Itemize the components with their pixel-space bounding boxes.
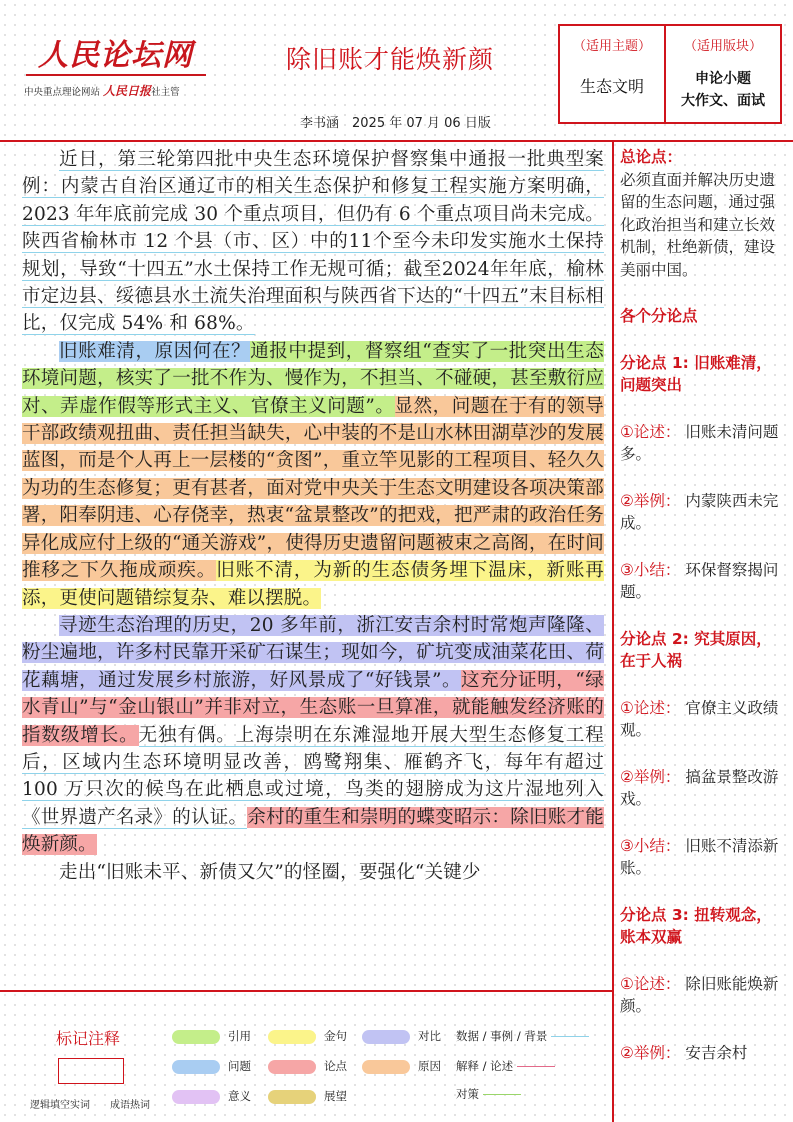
paragraph-1-text: 近日，第三轮第四批中央生态环境保护督察集中通报一批典型案例：内蒙古自治区通辽市的相关生态保护和修复工程实施方案明确，2023 年年底前完成 30 个重点项目，但仍有 6 个重点项目尚未完成。陕西省榆林市 12 个县（市、区）中的11个至今未印发实施水土保持规划，导致“十四五”水土保持工作无规可循；截至2024年年底，榆林市定边县、绥德县水土流失治理面积与陕西省下达的“十四五”末目标相比，仅完成 54% 和 68%。 [22,149,604,335]
legend-line-measure [456,1086,521,1102]
sub-arguments-head: 各个分论点 [620,307,698,325]
header-divider [0,140,793,142]
point-1-item-1 [620,421,786,466]
point-1-item-2-text: 内蒙陕西未完成。 [620,491,779,532]
legend-pill [172,1060,220,1074]
general-argument [620,146,786,281]
legend-line-sample [551,1036,589,1037]
paragraph-3 [22,612,604,859]
quote-highlight: 通报中提到，督察组“查实了一批突出生态环境问题，核实了一批不作为、慢作为，不担当、不碰硬，甚至敷衍应对、弄虚作假等形式主义、官僚主义问题”。 [22,340,604,417]
legend-line-explain [456,1058,555,1074]
point-3-item-2-text: 安吉余村 [685,1043,748,1062]
point-2-item-3-label: ③小结： [620,836,681,855]
legend-pill [172,1030,220,1044]
point-2-item-2-text: 搞盆景整改游戏。 [620,767,779,808]
point-1-item-1-text: 旧账未清问题多。 [620,422,779,463]
page-title: 除旧账才能焕新颜 [285,45,494,74]
legend-divider [0,990,612,992]
logo-text: 人民论坛网 [38,38,193,73]
legend [0,994,612,1122]
legend-line-label: 解释 / 论述 [456,1059,514,1073]
legend-item-contrast [362,1028,441,1044]
theme-tag-box [558,24,666,124]
legend-title: 标记注释 [56,1029,121,1048]
legend-item-cause [362,1058,441,1074]
logo-subtitle [24,82,180,99]
legend-pill [268,1060,316,1074]
section-tag-box [664,24,782,124]
header [0,0,793,140]
point-3-item-2-label: ②举例： [620,1043,681,1062]
point-2-title: 分论点 2: 究其原因，在于人祸 [620,629,772,670]
section-tag-head: （适用版块） [683,39,762,54]
paragraph-1 [22,146,604,338]
general-argument-head: 总论点： [620,148,683,166]
theme-tag-head: （适用主题） [572,39,651,54]
point-3-title: 分论点 3: 扭转观念，账本双赢 [620,905,772,946]
point-2-item-3 [620,835,786,880]
legend-line-data [456,1028,589,1044]
legend-line-sample [517,1066,555,1067]
point-2-item-2 [620,766,786,811]
point-3-item-1-text: 除旧账能焕新颜。 [620,974,779,1015]
cause-highlight: 显然，问题在于有的领导干部政绩观扭曲、责任担当缺失，心中装的不是山水林田湖草沙的发展蓝图，而是个人再上一层楼的“贪图”，重立竿见影的工程项目、轻久久为功的生态修复；更有甚者，面对党中央关于生态文明建设各项决策部署，阳奉阴违、心存侥幸，热衷“盆景整改”的把戏，把严肃的政治任务异化成应付上级的“通关游戏”，使得历史遗留问题被束之高阁，在时间推移之下久拖成顽疾。 [22,395,604,582]
legend-blank-box [58,1058,124,1084]
legend-item-label: 论点 [324,1059,347,1073]
legend-item-label: 问题 [228,1059,251,1073]
legend-note-vocab: 逻辑填空实词 [30,1100,90,1111]
point-2-item-3-text: 旧账不清添新账。 [620,836,779,877]
point-2-item-1-text: 官僚主义政绩观。 [620,698,779,739]
point-1-item-3-text: 环保督察揭问题。 [620,560,779,601]
legend-item-label: 引用 [228,1029,251,1043]
example-underline: 无独有偶。上海崇明在东滩湿地开展大型生态修复工程后，区域内生态环境明显改善，鸥鹭翔集、雁鹤齐飞，每年有超过 100 万只次的候鸟在此栖息或过境，鸟类的翅膀成为这片湿地列入《世界遗产名录》的认证。 [22,724,604,828]
point-1-item-3 [620,559,786,604]
legend-pill [268,1030,316,1044]
legend-item-label: 意义 [228,1089,251,1103]
legend-pill [172,1090,220,1104]
point-1-item-3-label: ③小结： [620,560,681,579]
logo-sub-suffix: 社主管 [151,87,180,98]
legend-line-sample [483,1094,521,1095]
legend-item-label: 原因 [418,1059,441,1073]
legend-item-quote [172,1028,251,1044]
paragraph-4 [22,859,604,886]
legend-note-idiom: 成语热词 [110,1100,150,1111]
legend-item-problem [172,1058,251,1074]
point-1-item-2 [620,490,786,535]
section-tag-line1: 申论小题 [695,71,751,87]
sidebar-divider [612,142,614,1122]
point-2-item-1-label: ①论述： [620,698,681,717]
sidebar [620,146,786,1088]
problem-highlight: 旧账难清，原因何在？ [59,340,251,362]
golden-sentence-highlight: 旧账不清，为新的生态债务埋下温床，新账再添，更使问题错综复杂、难以摆脱。 [22,560,604,609]
legend-pill [362,1030,410,1044]
legend-pill [362,1060,410,1074]
paragraph-4-text: 走出“旧账未平、新债又欠”的怪圈，要强化“关键少 [59,861,481,883]
point-3-item-1-label: ①论述： [620,974,681,993]
point-3-item-2 [620,1042,786,1065]
section-tag-value [666,68,780,112]
point-3-item-1 [620,973,786,1018]
point-1-item-1-label: ①论述： [620,422,681,441]
argument-highlight: 这充分证明，“绿水青山”与“金山银山”并非对立，生态账一旦算准，就能触发经济账的指数级增长。 [22,669,605,746]
logo-sub-prefix: 中央重点理论网站 [24,87,101,98]
contrast-highlight: 寻迹生态治理的历史，20 多年前，浙江安吉余村时常炮声隆隆、粉尘遍地，许多村民靠开采矿石谋生；现如今，矿坑变成油菜花田、荷花藕塘，通过发展乡村旅游，好风景成了“好钱景”。 [22,614,604,691]
legend-item-label: 展望 [324,1089,347,1103]
argument-highlight-2: 余村的重生和崇明的蝶变昭示：除旧账才能焕新颜。 [22,806,604,856]
point-2-item-2-label: ②举例： [620,767,681,786]
legend-item-label: 金句 [324,1029,347,1043]
section-tag-line2: 大作文、面试 [681,93,765,109]
logo[interactable] [18,30,208,100]
byline: 李书涵 2025 年 07 月 06 日版 [300,116,491,131]
logo-divider [26,74,206,76]
legend-item-label: 对比 [418,1029,441,1043]
point-2-item-1 [620,697,786,742]
legend-pill [268,1090,316,1104]
logo-sub-brand: 人民日报 [103,84,152,98]
theme-tag-value: 生态文明 [579,77,644,96]
legend-item-golden [268,1028,347,1044]
article-body [22,146,604,886]
paragraph-2 [22,338,604,612]
general-argument-text: 必须直面并解决历史遗留的生态问题，通过强化政治担当和建立长效机制，杜绝新债，建设美丽中国。 [620,170,776,279]
point-1-title: 分论点 1: 旧账难清，问题突出 [620,353,772,394]
legend-item-argument [268,1058,347,1074]
legend-item-outlook [268,1088,347,1104]
legend-item-meaning [172,1088,251,1104]
legend-line-label: 对策 [456,1087,479,1101]
legend-line-label: 数据 / 事例 / 背景 [456,1029,548,1043]
point-1-item-2-label: ②举例： [620,491,681,510]
